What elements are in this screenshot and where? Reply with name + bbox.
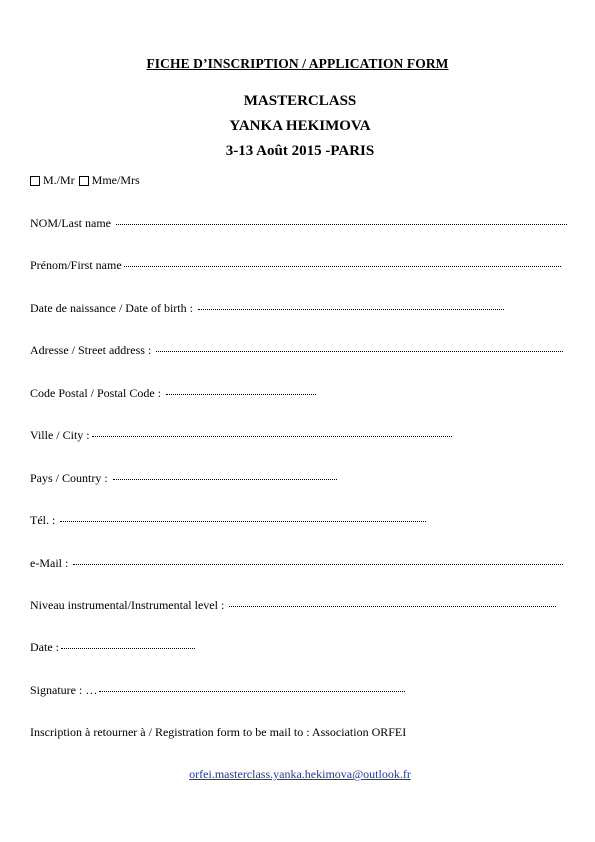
field-label-instrumental-level: Niveau instrumental/Instrumental level : [30, 598, 228, 612]
field-date-of-birth [30, 301, 504, 316]
field-city [30, 428, 452, 443]
salutation-label-mr: M./Mr [43, 173, 75, 187]
field-label-city: Ville / City : [30, 428, 90, 442]
field-country [30, 471, 337, 486]
return-instructions: Inscription à retourner à / Registration form to be mail to : Association ORFEI [30, 725, 407, 739]
last-name-input-line[interactable] [116, 223, 567, 225]
field-label-country: Pays / Country : [30, 471, 111, 485]
field-postal-code [30, 386, 316, 401]
city-input-line[interactable] [92, 435, 452, 437]
field-label-date: Date : [30, 640, 59, 654]
field-instrumental-level [30, 598, 556, 613]
field-email [30, 556, 563, 571]
field-date [30, 640, 195, 655]
date-input-line[interactable] [61, 647, 195, 649]
field-label-signature: Signature : … [30, 683, 98, 697]
teacher-name: YANKA HEKIMOVA [229, 118, 371, 134]
field-label-date-of-birth: Date de naissance / Date of birth : [30, 301, 196, 315]
field-last-name [30, 216, 567, 231]
field-label-last-name: NOM/Last name [30, 216, 114, 230]
country-input-line[interactable] [113, 478, 337, 480]
event-dates-location: 3-13 Août 2015 -PARIS [225, 143, 375, 159]
contact-email-link[interactable]: orfei.masterclass.yanka.hekimova@outlook.fr [189, 767, 411, 781]
field-label-email: e-Mail : [30, 556, 72, 570]
street-address-input-line[interactable] [156, 350, 563, 352]
field-label-phone: Tél. : [30, 513, 59, 527]
phone-input-line[interactable] [60, 520, 426, 522]
form-heading: FICHE D’INSCRIPTION / APPLICATION FORM [146, 56, 449, 71]
field-label-street-address: Adresse / Street address : [30, 343, 155, 357]
salutation-options [30, 173, 144, 188]
field-first-name [30, 258, 561, 273]
signature-input-line[interactable] [99, 690, 405, 692]
date-of-birth-input-line[interactable] [198, 308, 504, 310]
field-signature [30, 683, 405, 698]
field-phone [30, 513, 426, 528]
field-label-first-name: Prénom/First name [30, 258, 122, 272]
checkbox-mr[interactable] [30, 176, 40, 186]
first-name-input-line[interactable] [124, 265, 561, 267]
email-input-line[interactable] [73, 563, 563, 565]
postal-code-input-line[interactable] [166, 393, 316, 395]
field-street-address [30, 343, 563, 358]
checkbox-mrs[interactable] [79, 176, 89, 186]
instrumental-level-input-line[interactable] [229, 605, 556, 607]
field-label-postal-code: Code Postal / Postal Code : [30, 386, 165, 400]
masterclass-title: MASTERCLASS [243, 93, 357, 109]
salutation-label-mrs: Mme/Mrs [91, 173, 140, 187]
